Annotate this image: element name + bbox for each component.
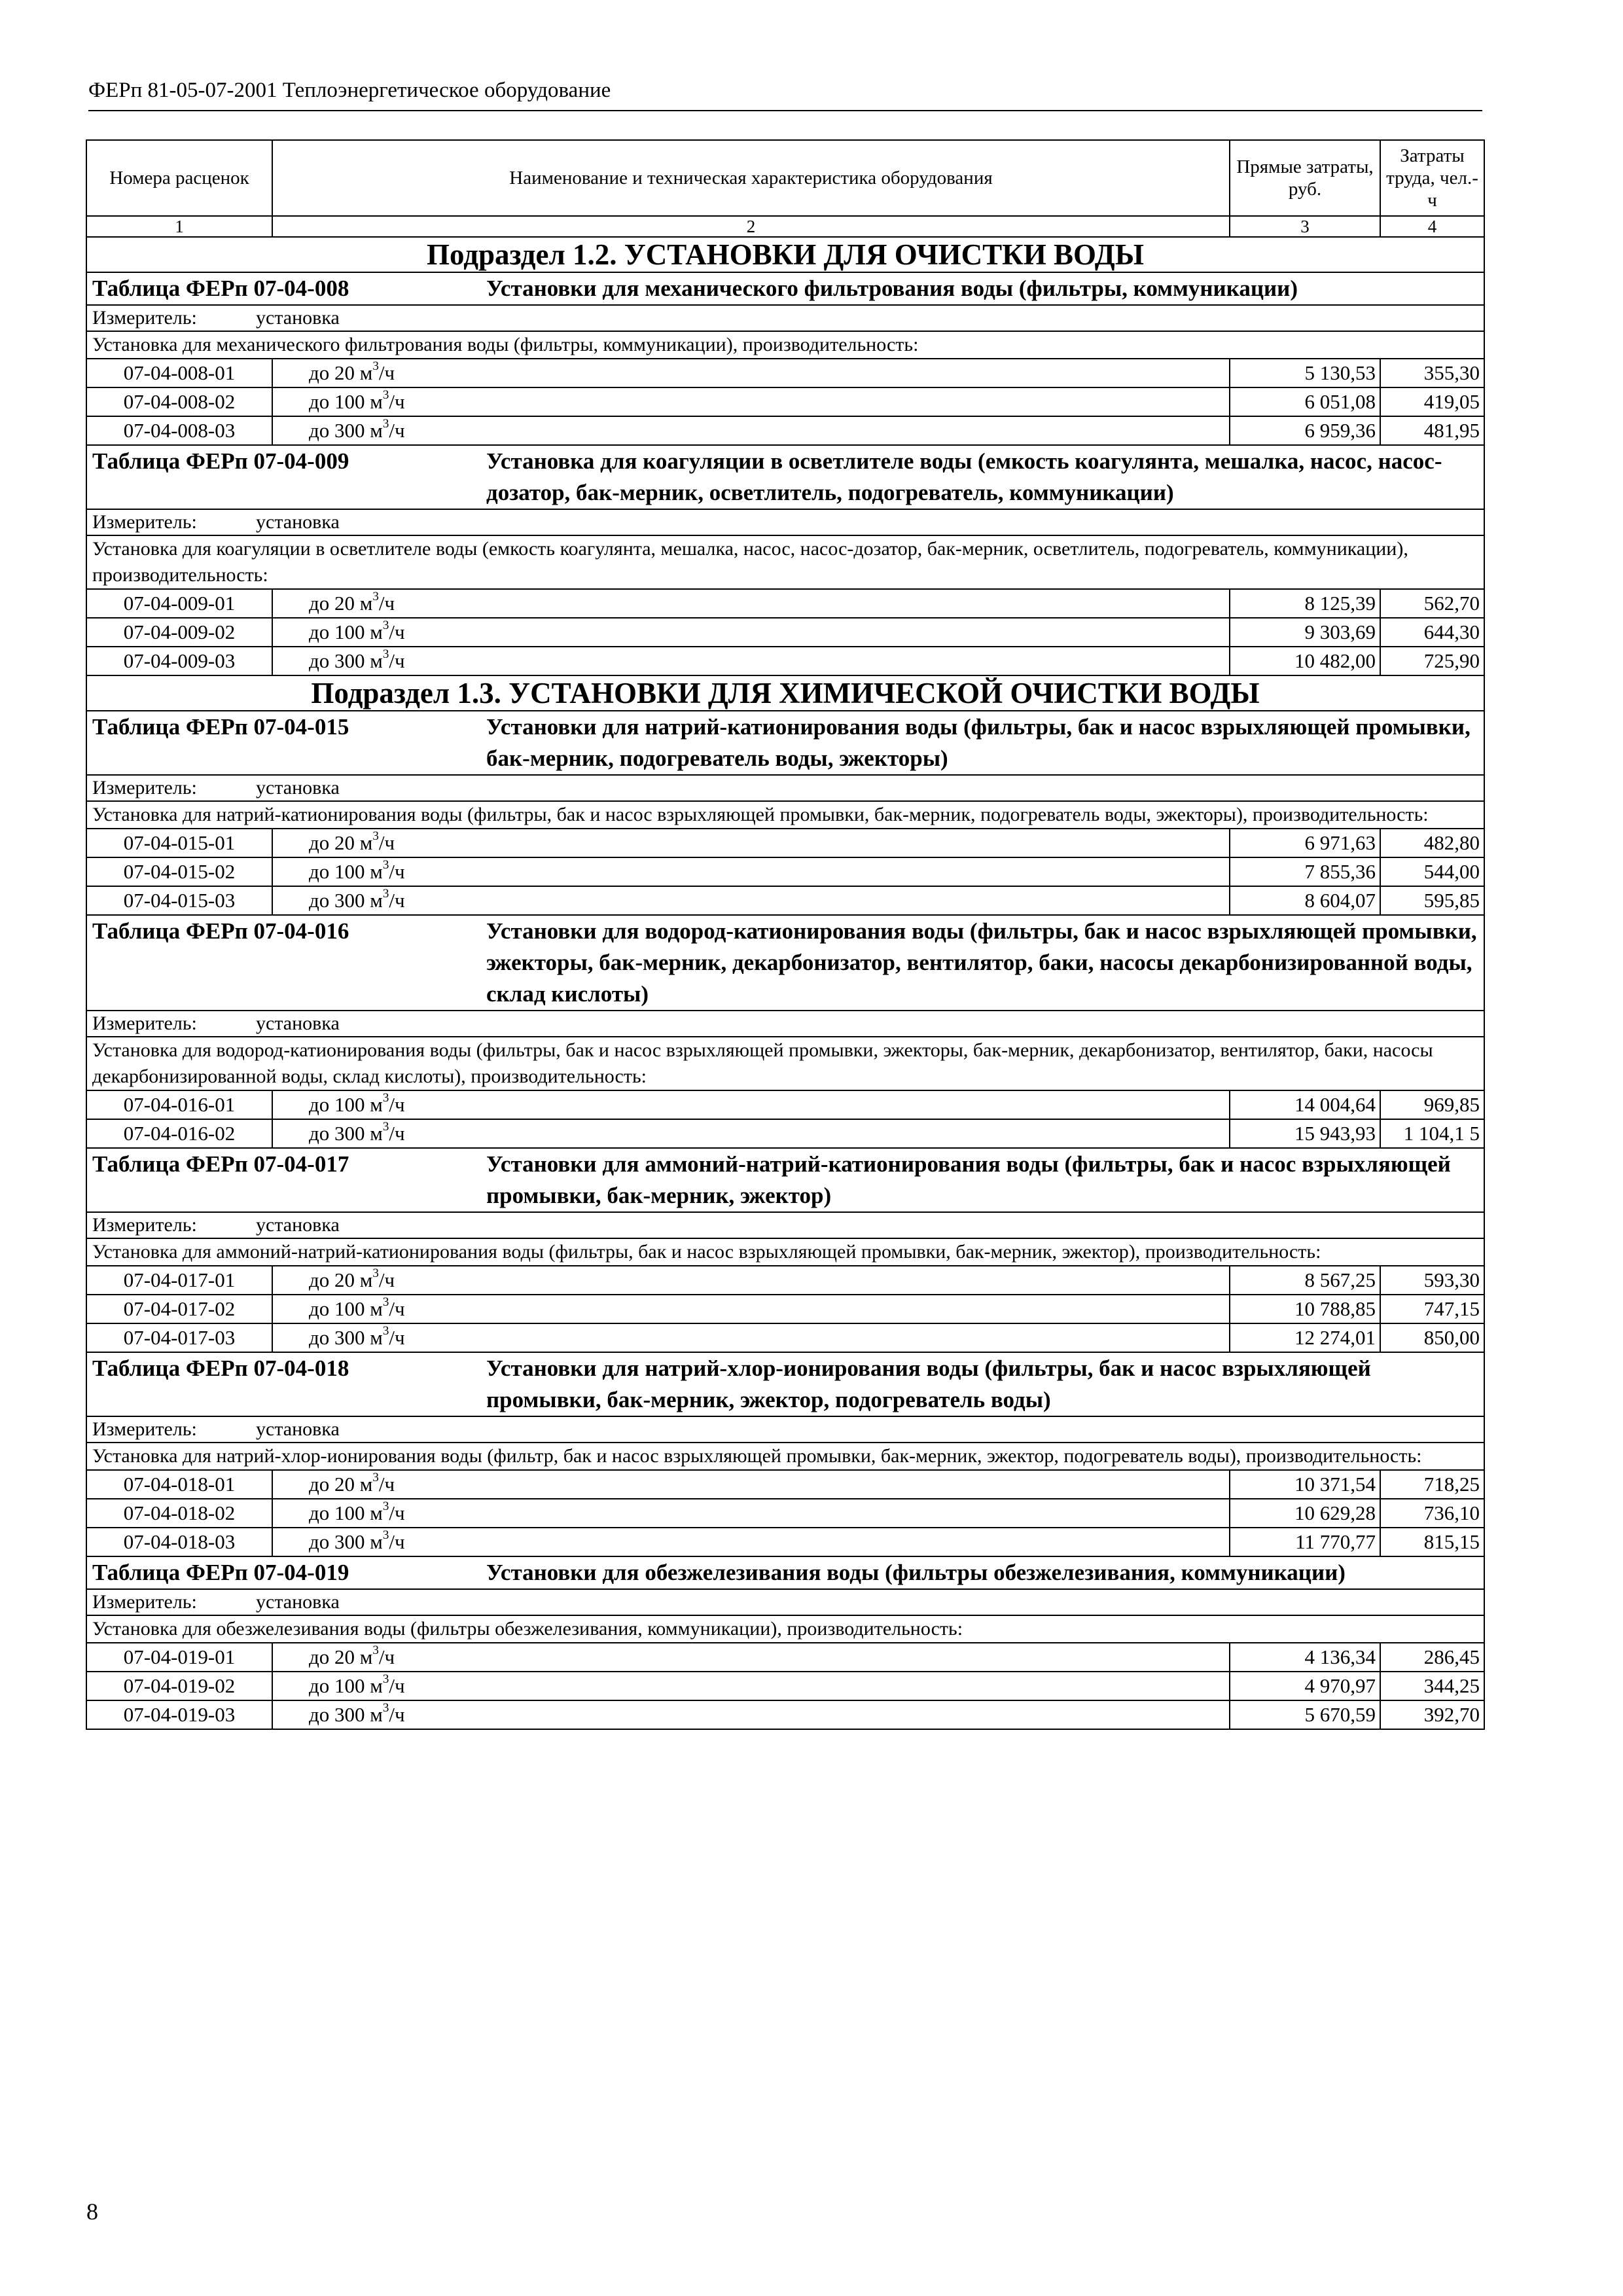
labor-costs: 736,10 [1380, 1499, 1484, 1528]
rate-code: 07-04-018-02 [86, 1499, 272, 1528]
col-header-name: Наименование и техническая характеристика оборудования [272, 140, 1230, 216]
direct-costs: 5 670,59 [1230, 1700, 1380, 1729]
table-title-cell [86, 272, 1484, 305]
direct-costs: 4 136,34 [1230, 1643, 1380, 1672]
unit-exponent: 3 [382, 1672, 389, 1686]
table-title [92, 273, 1478, 304]
labor-costs: 593,30 [1380, 1266, 1484, 1295]
unit-tail: /ч [389, 620, 405, 643]
table-title [92, 916, 1478, 1010]
direct-costs: 5 130,53 [1230, 359, 1380, 387]
table-description: Установка для аммоний-натрий-катионирования воды (фильтры, бак и насос взрыхляющей промывки, бак-мерник, эжектор), производительность: [86, 1238, 1484, 1266]
direct-costs: 8 604,07 [1230, 886, 1380, 915]
table-title-row [86, 711, 1484, 775]
table-row [86, 1499, 1484, 1528]
labor-costs: 747,15 [1380, 1295, 1484, 1323]
unit-exponent: 3 [382, 858, 389, 872]
subsection-title: Подраздел 1.3. УСТАНОВКИ ДЛЯ ХИМИЧЕСКОЙ ОЧИСТКИ ВОДЫ [86, 675, 1484, 711]
table-description: Установка для коагуляции в осветлителе воды (емкость коагулянта, мешалка, насос, насос-дозатор, бак-мерник, осветлитель, подогреватель, коммуникации), производительность: [86, 535, 1484, 589]
subsection-title: Подраздел 1.2. УСТАНОВКИ ДЛЯ ОЧИСТКИ ВОДЫ [86, 237, 1484, 272]
direct-costs: 12 274,01 [1230, 1323, 1380, 1352]
capacity-cell [272, 647, 1230, 675]
capacity-cell [272, 416, 1230, 445]
capacity: до 300 м [309, 1530, 383, 1553]
rate-code: 07-04-017-02 [86, 1295, 272, 1323]
unit-tail: /ч [389, 1093, 405, 1116]
unit-tail: /ч [378, 1268, 395, 1291]
capacity-cell [272, 1323, 1230, 1352]
table-name: Установки для натрий-катионирования воды (фильтры, бак и насос взрыхляющей промывки, бак-мерник, подогреватель воды, эжекторы) [486, 714, 1471, 771]
labor-costs: 815,15 [1380, 1528, 1484, 1556]
table-title-cell [86, 915, 1484, 1011]
table-description: Установка для натрий-катионирования воды (фильтры, бак и насос взрыхляющей промывки, бак-мерник, подогреватель воды, эжекторы), производительность: [86, 801, 1484, 829]
col-header-direct-costs: Прямые затраты, руб. [1230, 140, 1380, 216]
table-row [86, 829, 1484, 857]
measure-value: установка [256, 777, 340, 798]
table-body [86, 237, 1484, 1729]
labor-costs: 595,85 [1380, 886, 1484, 915]
table-title [92, 1557, 1478, 1588]
rate-code: 07-04-009-01 [86, 589, 272, 618]
capacity-cell [272, 1528, 1230, 1556]
table-name: Установки для аммоний-натрий-катионирования воды (фильтры, бак и насос взрыхляющей промывки, бак-мерник, эжектор) [486, 1151, 1451, 1208]
capacity-cell [272, 1672, 1230, 1700]
unit-tail: /ч [389, 1674, 405, 1697]
measure-cell [86, 305, 1484, 331]
labor-costs: 355,30 [1380, 359, 1484, 387]
table-row [86, 618, 1484, 647]
capacity: до 300 м [309, 1703, 383, 1726]
table-title-row [86, 915, 1484, 1011]
labor-costs: 481,95 [1380, 416, 1484, 445]
direct-costs: 6 051,08 [1230, 387, 1380, 416]
unit-exponent: 3 [382, 1120, 389, 1134]
unit-tail: /ч [389, 390, 405, 413]
unit-exponent: 3 [382, 1701, 389, 1715]
unit-exponent: 3 [382, 619, 389, 632]
rate-code: 07-04-016-01 [86, 1090, 272, 1119]
table-title [92, 446, 1478, 509]
labor-costs: 344,25 [1380, 1672, 1484, 1700]
measure-value: установка [256, 511, 340, 533]
capacity-cell [272, 886, 1230, 915]
table-title-row [86, 1556, 1484, 1589]
rate-code: 07-04-019-01 [86, 1643, 272, 1672]
table-title-row [86, 445, 1484, 509]
direct-costs: 10 482,00 [1230, 647, 1380, 675]
measure-value: установка [256, 1418, 340, 1440]
direct-costs: 15 943,93 [1230, 1119, 1380, 1148]
unit-exponent: 3 [382, 1295, 389, 1309]
labor-costs: 482,80 [1380, 829, 1484, 857]
table-description: Установка для натрий-хлор-ионирования воды (фильтр, бак и насос взрыхляющей промывки, бак-мерник, эжектор, подогреватель воды), производительность: [86, 1443, 1484, 1470]
subsection-row [86, 237, 1484, 272]
table-number: Таблица ФЕРп 07-04-017 [92, 1151, 349, 1177]
labor-costs: 419,05 [1380, 387, 1484, 416]
table-title-cell [86, 445, 1484, 509]
capacity: до 20 м [309, 831, 373, 854]
capacity: до 100 м [309, 1093, 383, 1116]
measure-row [86, 1212, 1484, 1238]
table-row [86, 589, 1484, 618]
table-number: Таблица ФЕРп 07-04-018 [92, 1355, 349, 1381]
direct-costs: 10 371,54 [1230, 1470, 1380, 1499]
table-name: Установки для натрий-хлор-ионирования воды (фильтры, бак и насос взрыхляющей промывки, бак-мерник, эжектор, подогреватель воды) [486, 1355, 1371, 1412]
capacity: до 100 м [309, 620, 383, 643]
unit-tail: /ч [378, 361, 395, 384]
rate-code: 07-04-016-02 [86, 1119, 272, 1148]
unit-exponent: 3 [382, 388, 389, 402]
capacity: до 100 м [309, 860, 383, 883]
rates-table [86, 139, 1485, 1730]
description-row [86, 1238, 1484, 1266]
capacity-cell [272, 1470, 1230, 1499]
measure-row [86, 775, 1484, 801]
capacity-cell [272, 1643, 1230, 1672]
table-row [86, 1470, 1484, 1499]
col-number-1: 1 [86, 216, 272, 237]
measure-label: Измеритель: [92, 1418, 197, 1440]
table-row [86, 1672, 1484, 1700]
rate-code: 07-04-009-02 [86, 618, 272, 647]
capacity-cell [272, 1090, 1230, 1119]
unit-tail: /ч [389, 1703, 405, 1726]
unit-exponent: 3 [382, 1324, 389, 1338]
table-number: Таблица ФЕРп 07-04-019 [92, 1560, 349, 1585]
direct-costs: 9 303,69 [1230, 618, 1380, 647]
measure-value: установка [256, 1013, 340, 1034]
table-description: Установка для обезжелезивания воды (фильтры обезжелезивания, коммуникации), производительность: [86, 1615, 1484, 1643]
table-row [86, 647, 1484, 675]
unit-exponent: 3 [382, 1528, 389, 1542]
direct-costs: 4 970,97 [1230, 1672, 1380, 1700]
table-row [86, 1528, 1484, 1556]
capacity: до 300 м [309, 649, 383, 672]
measure-row [86, 1011, 1484, 1037]
rate-code: 07-04-008-03 [86, 416, 272, 445]
rate-code: 07-04-019-03 [86, 1700, 272, 1729]
capacity: до 100 м [309, 1501, 383, 1524]
description-row [86, 1037, 1484, 1090]
unit-exponent: 3 [372, 1471, 379, 1484]
measure-row [86, 509, 1484, 535]
unit-tail: /ч [389, 1326, 405, 1349]
table-name: Установки для механического фильтрования воды (фильтры, коммуникации) [486, 276, 1298, 301]
measure-cell [86, 775, 1484, 801]
measure-row [86, 305, 1484, 331]
table-row [86, 1643, 1484, 1672]
rate-code: 07-04-018-01 [86, 1470, 272, 1499]
capacity: до 300 м [309, 1122, 383, 1145]
unit-exponent: 3 [382, 647, 389, 661]
capacity-cell [272, 387, 1230, 416]
col-number-3: 3 [1230, 216, 1380, 237]
table-row [86, 886, 1484, 915]
measure-cell [86, 509, 1484, 535]
table-description: Установка для водород-катионирования воды (фильтры, бак и насос взрыхляющей промывки, эжекторы, бак-мерник, декарбонизатор, вентилятор, баки, насосы декарбонизированной воды, склад кислоты), производительность: [86, 1037, 1484, 1090]
measure-label: Измеритель: [92, 307, 197, 329]
capacity: до 20 м [309, 592, 373, 615]
table-number: Таблица ФЕРп 07-04-015 [92, 714, 349, 740]
labor-costs: 1 104,1 5 [1380, 1119, 1484, 1148]
measure-cell [86, 1589, 1484, 1615]
capacity: до 100 м [309, 390, 383, 413]
direct-costs: 8 567,25 [1230, 1266, 1380, 1295]
capacity-cell [272, 589, 1230, 618]
table-number: Таблица ФЕРп 07-04-009 [92, 448, 349, 474]
table-row [86, 1700, 1484, 1729]
page-number: 8 [86, 2198, 98, 2225]
rate-code: 07-04-015-03 [86, 886, 272, 915]
rate-code: 07-04-008-01 [86, 359, 272, 387]
table-title [92, 711, 1478, 774]
measure-row [86, 1416, 1484, 1443]
table-title-cell [86, 1352, 1484, 1416]
table-title-row [86, 1148, 1484, 1212]
description-row [86, 1443, 1484, 1470]
table-row [86, 1090, 1484, 1119]
labor-costs: 725,90 [1380, 647, 1484, 675]
unit-exponent: 3 [372, 829, 379, 843]
labor-costs: 644,30 [1380, 618, 1484, 647]
table-row [86, 387, 1484, 416]
direct-costs: 10 788,85 [1230, 1295, 1380, 1323]
table-name: Установки для обезжелезивания воды (фильтры обезжелезивания, коммуникации) [486, 1560, 1346, 1585]
rate-code: 07-04-009-03 [86, 647, 272, 675]
table-description: Установка для механического фильтрования воды (фильтры, коммуникации), производительность: [86, 331, 1484, 359]
description-row [86, 331, 1484, 359]
capacity-cell [272, 857, 1230, 886]
capacity: до 100 м [309, 1297, 383, 1320]
table-name: Установки для водород-катионирования воды (фильтры, бак и насос взрыхляющей промывки, эжекторы, бак-мерник, декарбонизатор, вентилятор, баки, насосы декарбонизированной воды, склад кислоты) [486, 918, 1477, 1007]
capacity-cell [272, 829, 1230, 857]
col-header-labor-costs: Затраты труда, чел.-ч [1380, 140, 1484, 216]
capacity-cell [272, 1266, 1230, 1295]
measure-label: Измеритель: [92, 1013, 197, 1034]
description-row [86, 1615, 1484, 1643]
col-number-2: 2 [272, 216, 1230, 237]
description-row [86, 535, 1484, 589]
capacity: до 300 м [309, 889, 383, 912]
capacity-cell [272, 1700, 1230, 1729]
measure-row [86, 1589, 1484, 1615]
table-title-row [86, 272, 1484, 305]
col-number-4: 4 [1380, 216, 1484, 237]
rate-code: 07-04-008-02 [86, 387, 272, 416]
measure-value: установка [256, 307, 340, 329]
direct-costs: 6 971,63 [1230, 829, 1380, 857]
capacity: до 20 м [309, 1268, 373, 1291]
table-row [86, 1266, 1484, 1295]
table-title [92, 1353, 1478, 1416]
rate-code: 07-04-019-02 [86, 1672, 272, 1700]
measure-value: установка [256, 1591, 340, 1613]
labor-costs: 392,70 [1380, 1700, 1484, 1729]
unit-exponent: 3 [372, 359, 379, 373]
unit-tail: /ч [389, 419, 405, 442]
unit-tail: /ч [389, 1501, 405, 1524]
capacity-cell [272, 618, 1230, 647]
table-number: Таблица ФЕРп 07-04-016 [92, 918, 349, 944]
unit-tail: /ч [389, 1530, 405, 1553]
table-row [86, 1323, 1484, 1352]
labor-costs: 850,00 [1380, 1323, 1484, 1352]
table-title-cell [86, 711, 1484, 775]
measure-label: Измеритель: [92, 1214, 197, 1236]
unit-exponent: 3 [382, 1091, 389, 1105]
description-row [86, 801, 1484, 829]
rate-code: 07-04-015-01 [86, 829, 272, 857]
rate-code: 07-04-017-03 [86, 1323, 272, 1352]
capacity-cell [272, 1295, 1230, 1323]
unit-exponent: 3 [372, 1266, 379, 1280]
table-title-cell [86, 1148, 1484, 1212]
table-row [86, 1119, 1484, 1148]
measure-value: установка [256, 1214, 340, 1236]
direct-costs: 11 770,77 [1230, 1528, 1380, 1556]
unit-exponent: 3 [372, 590, 379, 603]
labor-costs: 718,25 [1380, 1470, 1484, 1499]
table-row [86, 857, 1484, 886]
table-number: Таблица ФЕРп 07-04-008 [92, 276, 349, 301]
unit-tail: /ч [378, 1473, 395, 1496]
measure-label: Измеритель: [92, 777, 197, 798]
rate-code: 07-04-015-02 [86, 857, 272, 886]
unit-tail: /ч [378, 831, 395, 854]
capacity: до 300 м [309, 419, 383, 442]
rate-code: 07-04-018-03 [86, 1528, 272, 1556]
capacity: до 300 м [309, 1326, 383, 1349]
capacity-cell [272, 359, 1230, 387]
table-row [86, 359, 1484, 387]
unit-tail: /ч [389, 649, 405, 672]
direct-costs: 7 855,36 [1230, 857, 1380, 886]
table-row [86, 1295, 1484, 1323]
unit-tail: /ч [378, 592, 395, 615]
subsection-row [86, 675, 1484, 711]
table-title-row [86, 1352, 1484, 1416]
measure-cell [86, 1416, 1484, 1443]
rate-code: 07-04-017-01 [86, 1266, 272, 1295]
unit-exponent: 3 [372, 1643, 379, 1657]
direct-costs: 8 125,39 [1230, 589, 1380, 618]
labor-costs: 544,00 [1380, 857, 1484, 886]
labor-costs: 286,45 [1380, 1643, 1484, 1672]
labor-costs: 969,85 [1380, 1090, 1484, 1119]
table-row [86, 416, 1484, 445]
unit-tail: /ч [389, 860, 405, 883]
capacity: до 100 м [309, 1674, 383, 1697]
direct-costs: 6 959,36 [1230, 416, 1380, 445]
direct-costs: 10 629,28 [1230, 1499, 1380, 1528]
col-header-codes: Номера расценок [86, 140, 272, 216]
capacity: до 20 м [309, 361, 373, 384]
table-name: Установка для коагуляции в осветлителе воды (емкость коагулянта, мешалка, насос, насос-дозатор, бак-мерник, осветлитель, подогреватель, коммуникации) [486, 448, 1442, 505]
labor-costs: 562,70 [1380, 589, 1484, 618]
capacity: до 20 м [309, 1473, 373, 1496]
unit-tail: /ч [389, 1297, 405, 1320]
unit-tail: /ч [389, 1122, 405, 1145]
unit-tail: /ч [378, 1645, 395, 1668]
capacity: до 20 м [309, 1645, 373, 1668]
unit-exponent: 3 [382, 1499, 389, 1513]
unit-exponent: 3 [382, 887, 389, 901]
capacity-cell [272, 1499, 1230, 1528]
measure-label: Измеритель: [92, 511, 197, 533]
table-title [92, 1149, 1478, 1211]
measure-cell [86, 1212, 1484, 1238]
measure-cell [86, 1011, 1484, 1037]
unit-exponent: 3 [382, 417, 389, 431]
table-title-cell [86, 1556, 1484, 1589]
unit-tail: /ч [389, 889, 405, 912]
measure-label: Измеритель: [92, 1591, 197, 1613]
running-header: ФЕРп 81-05-07-2001 Теплоэнергетическое оборудование [88, 77, 1482, 111]
capacity-cell [272, 1119, 1230, 1148]
direct-costs: 14 004,64 [1230, 1090, 1380, 1119]
